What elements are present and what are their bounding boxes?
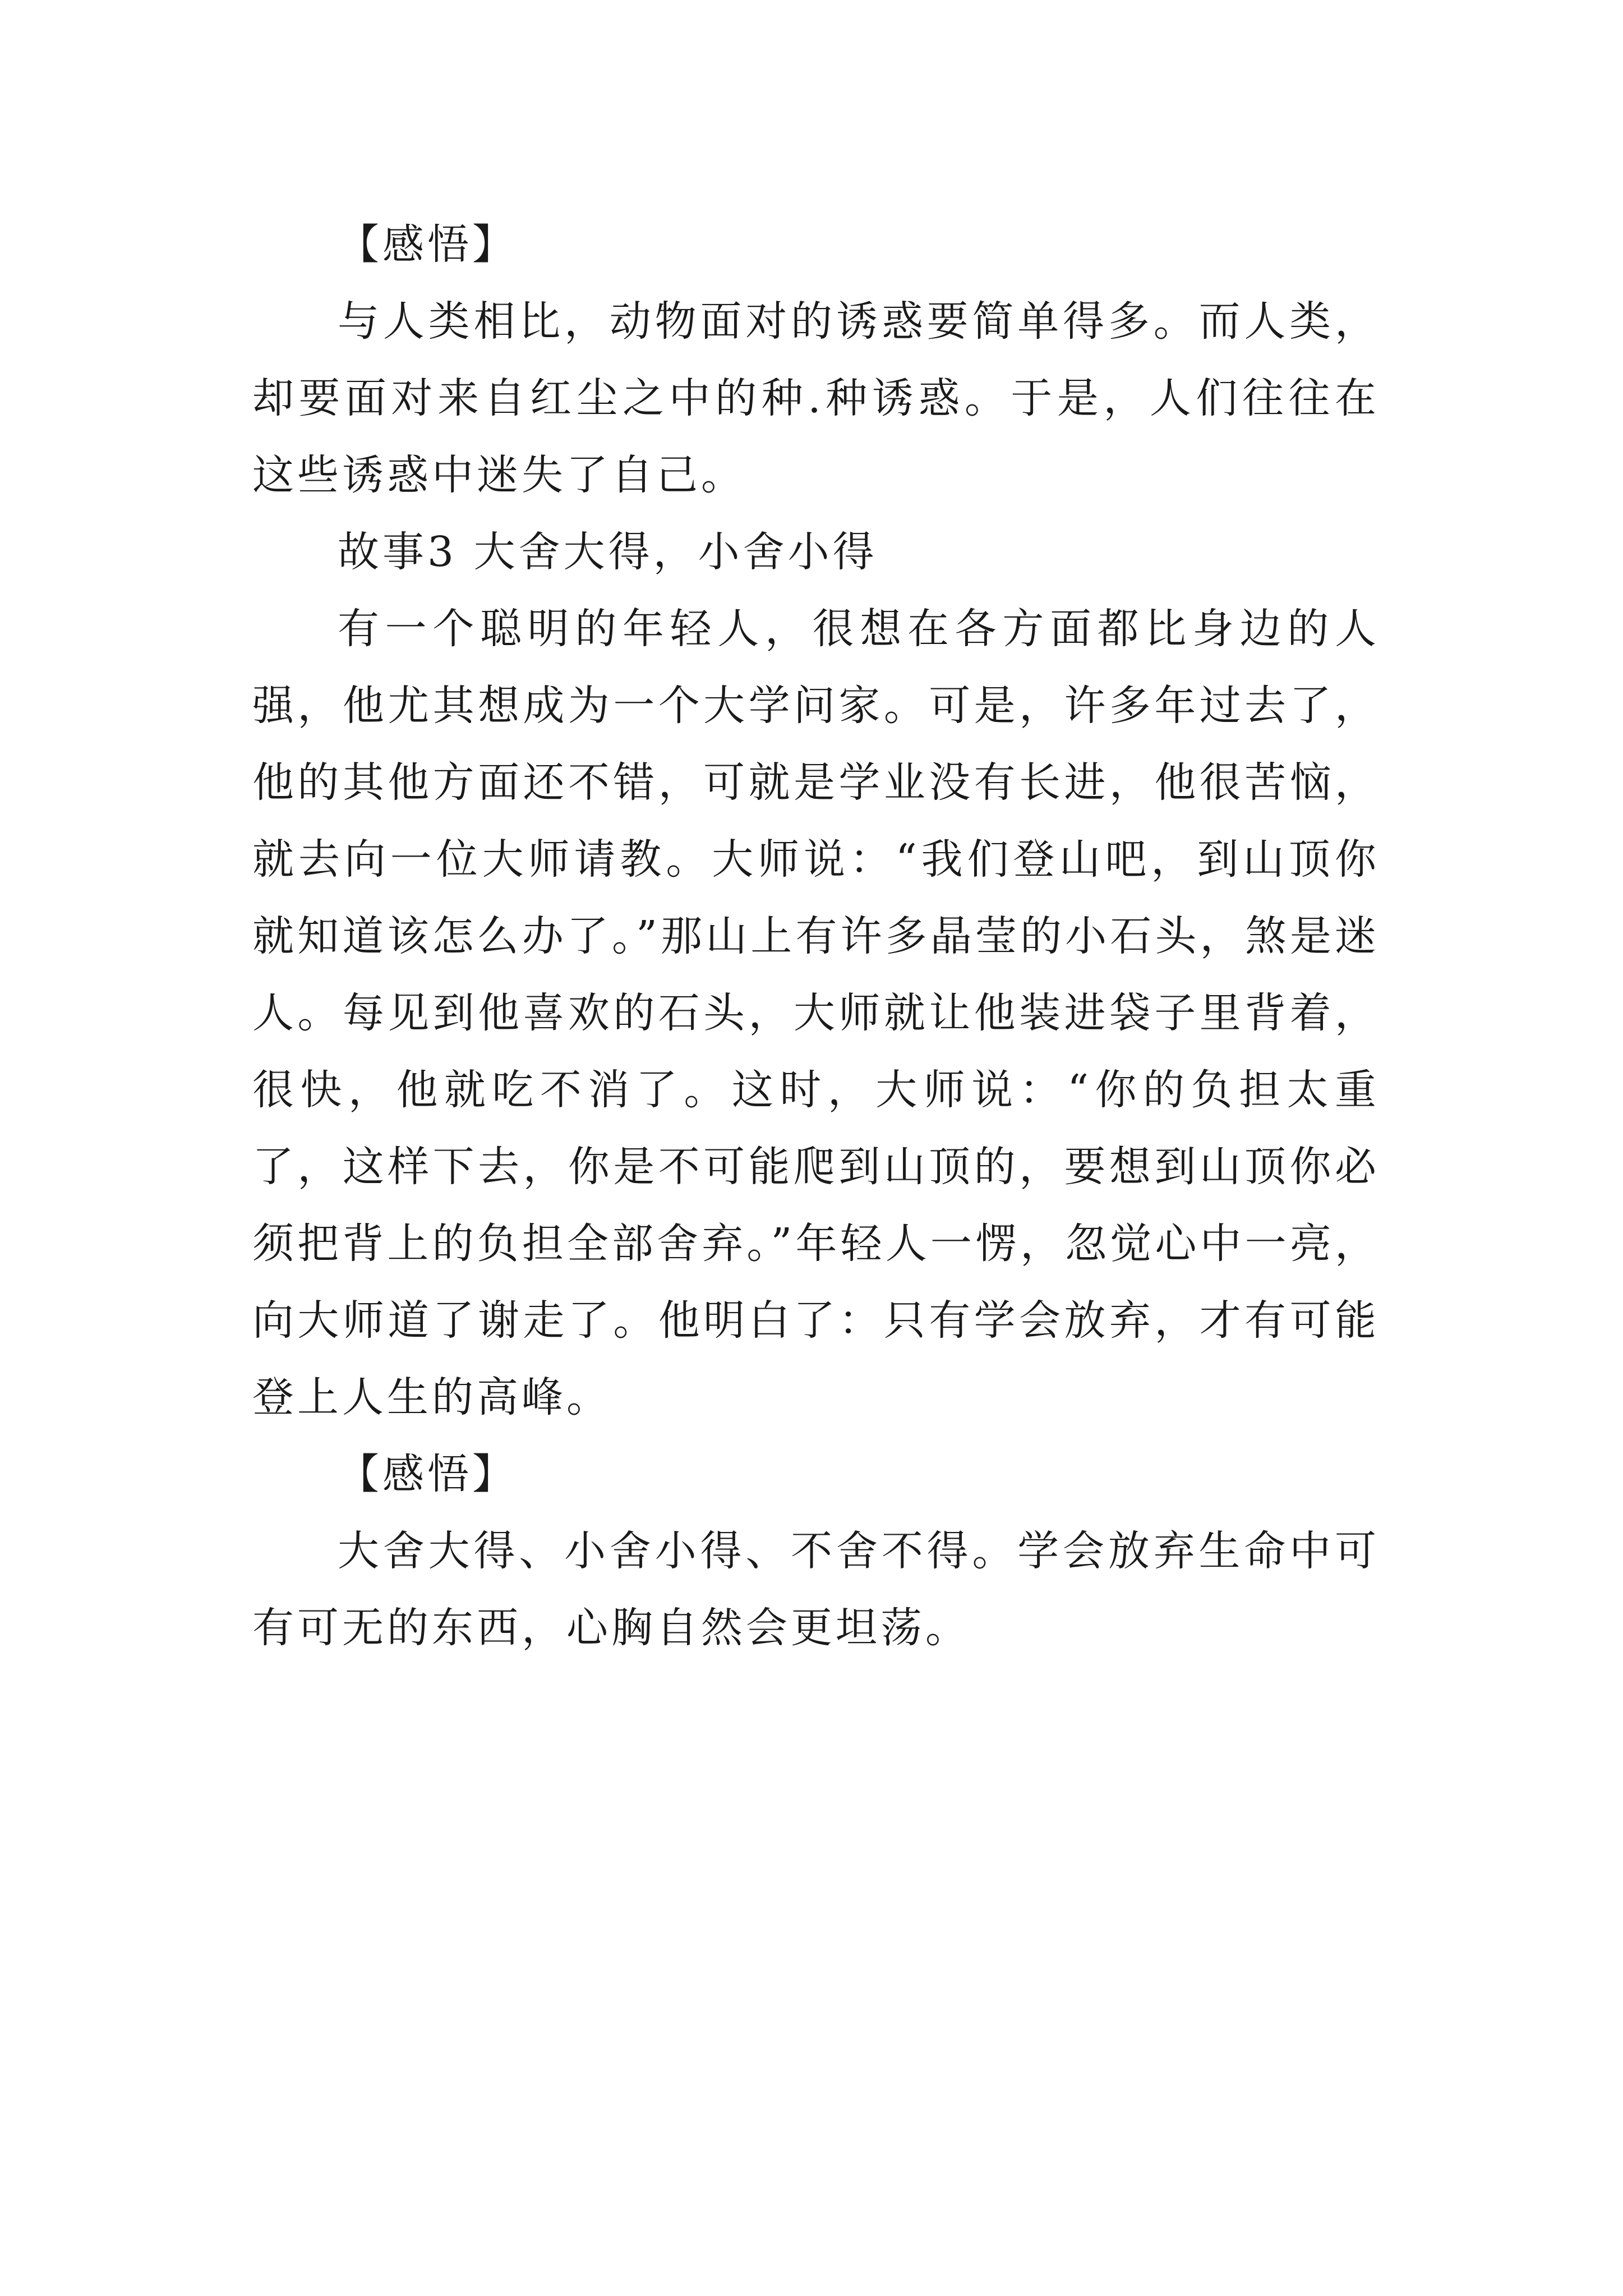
story-title: 故事3 大舍大得，小舍小得 xyxy=(338,528,878,576)
document-body xyxy=(252,206,1380,1667)
paragraph-story: 有一个聪明的年轻人，很想在各方面都比身边的人强，他尤其想成为一个大学问家。可是，许多年过去了，他的其他方面还不错，可就是学业没有长进，他很苦恼，就去向一位大师请教。大师说：“我们登山吧，到山顶你就知道该怎么办了。”那山上有许多晶莹的小石头，煞是迷人。每见到他喜欢的石头，大师就让他装进袋子里背着，很快，他就吃不消了。这时，大师说：“你的负担太重了，这样下去，你是不可能爬到山顶的，要想到山顶你必须把背上的负担全部舍弃。”年轻人一愣，忽觉心中一亮，向大师道了谢走了。他明白了：只有学会放弃，才有可能登上人生的高峰。 xyxy=(252,605,1380,1421)
section-heading-insight: 【感悟】 xyxy=(338,220,517,269)
section-heading-insight-2: 【感悟】 xyxy=(338,1450,517,1498)
paragraph-conclusion: 大舍大得、小舍小得、不舍不得。学会放弃生命中可有可无的东西，心胸自然会更坦荡。 xyxy=(252,1527,1380,1652)
paragraph-temptation: 与人类相比，动物面对的诱惑要简单得多。而人类，却要面对来自红尘之中的种.种诱惑。于是，人们往往在这些诱惑中迷失了自己。 xyxy=(252,297,1380,499)
